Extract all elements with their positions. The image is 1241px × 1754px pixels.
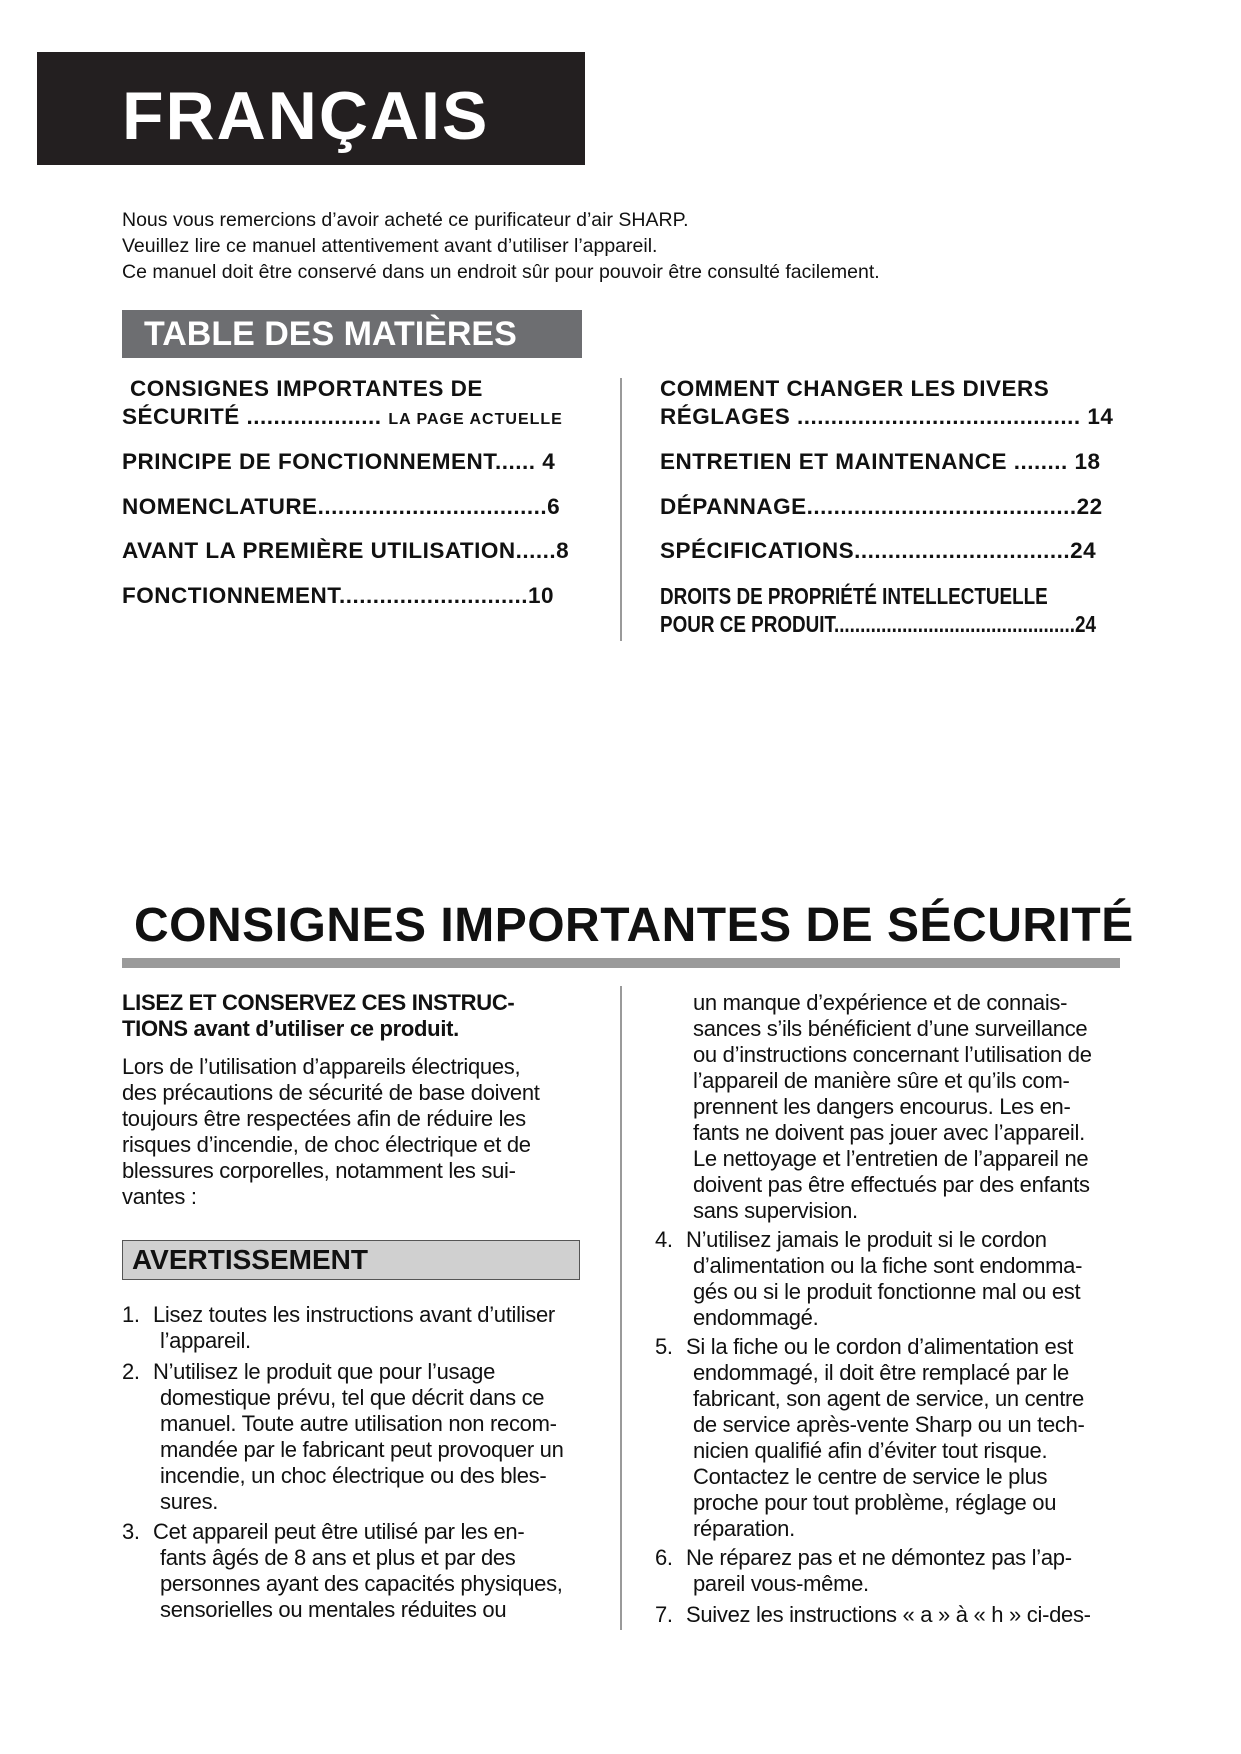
item-line: endommagé. bbox=[693, 1305, 819, 1330]
item-line: Ne réparez pas et ne démontez pas l’ap- bbox=[686, 1545, 1072, 1570]
toc-entry-settings-line2[interactable]: RÉGLAGES .......................................... 14 bbox=[660, 404, 1114, 429]
toc-entry-specifications[interactable]: SPÉCIFICATIONS................................24 bbox=[660, 538, 1097, 563]
toc-entry-first-use[interactable]: AVANT LA PREMIÈRE UTILISATION......8 bbox=[122, 538, 570, 563]
item-line: de service après-vente Sharp ou un tech- bbox=[693, 1412, 1085, 1437]
item-number: 6. bbox=[655, 1545, 673, 1570]
read-keep-line: TIONS avant d’utiliser ce produit. bbox=[122, 1016, 459, 1041]
item-line: sances s’ils bénéficient d’une surveillance bbox=[693, 1016, 1088, 1041]
item-line: Contactez le centre de service le plus bbox=[693, 1464, 1048, 1489]
item-line: d’alimentation ou la fiche sont endomma- bbox=[693, 1253, 1083, 1278]
item-line: Le nettoyage et l’entretien de l’appareil ne bbox=[693, 1146, 1089, 1171]
item-number: 4. bbox=[655, 1227, 673, 1252]
item-line: N’utilisez jamais le produit si le cordon bbox=[686, 1227, 1047, 1252]
item-line: réparation. bbox=[693, 1516, 795, 1541]
item-line: fabricant, son agent de service, un centre bbox=[693, 1386, 1084, 1411]
intro-line: Veuillez lire ce manuel attentivement avant d’utiliser l’appareil. bbox=[122, 235, 658, 257]
language-title: FRANÇAIS bbox=[122, 78, 490, 154]
column-divider bbox=[620, 986, 622, 1630]
read-keep-line: LISEZ ET CONSERVEZ CES INSTRUC- bbox=[122, 990, 515, 1015]
item-line: Cet appareil peut être utilisé par les en- bbox=[153, 1519, 525, 1544]
item-line: l’appareil de manière sûre et qu’ils com- bbox=[693, 1068, 1070, 1093]
safety-rule bbox=[122, 958, 1120, 968]
item-line: Si la fiche ou le cordon d’alimentation est bbox=[686, 1334, 1073, 1359]
toc-page-ref: LA PAGE ACTUELLE bbox=[388, 411, 563, 428]
item-line: Suivez les instructions « a » à « h » ci-des- bbox=[686, 1602, 1091, 1627]
safety-title: CONSIGNES IMPORTANTES DE SÉCURITÉ bbox=[134, 899, 1134, 952]
toc-entry-ip-rights[interactable]: DROITS DE PROPRIÉTÉ INTELLECTUELLE bbox=[660, 583, 1048, 609]
item-line: sensorielles ou mentales réduites ou bbox=[160, 1597, 507, 1622]
item-number: 1. bbox=[122, 1302, 140, 1327]
toc-entry-troubleshooting[interactable]: DÉPANNAGE........................................22 bbox=[660, 494, 1103, 519]
item-line: Lisez toutes les instructions avant d’utiliser bbox=[153, 1302, 555, 1327]
item-number: 3. bbox=[122, 1519, 140, 1544]
toc-entry-safety[interactable]: CONSIGNES IMPORTANTES DE bbox=[130, 376, 483, 401]
item-line: personnes ayant des capacités physiques, bbox=[160, 1571, 563, 1596]
toc-entry-safety-line2[interactable] bbox=[122, 403, 563, 434]
intro-paragraph-line: Lors de l’utilisation d’appareils électriques, bbox=[122, 1054, 521, 1079]
item-line: nicien qualifié afin d’éviter tout risque. bbox=[693, 1438, 1048, 1463]
item-line: prennent les dangers encourus. Les en- bbox=[693, 1094, 1071, 1119]
item-line: proche pour tout problème, réglage ou bbox=[693, 1490, 1057, 1515]
item-line: domestique prévu, tel que décrit dans ce bbox=[160, 1385, 545, 1410]
item-line: gés ou si le produit fonctionne mal ou est bbox=[693, 1279, 1081, 1304]
item-line: incendie, un choc électrique ou des bles- bbox=[160, 1463, 547, 1488]
item-number: 2. bbox=[122, 1359, 140, 1384]
toc-divider bbox=[620, 378, 622, 641]
intro-line: Nous vous remercions d’avoir acheté ce purificateur d’air SHARP. bbox=[122, 209, 689, 231]
intro-paragraph-line: blessures corporelles, notamment les sui- bbox=[122, 1158, 516, 1183]
toc-entry-ip-rights-line2[interactable]: POUR CE PRODUIT..............................................24 bbox=[660, 611, 1096, 637]
item-number: 7. bbox=[655, 1602, 673, 1627]
item-line: fants ne doivent pas jouer avec l’appareil. bbox=[693, 1120, 1085, 1145]
toc-entry-nomenclature[interactable]: NOMENCLATURE..................................6 bbox=[122, 494, 561, 519]
intro-line: Ce manuel doit être conservé dans un endroit sûr pour pouvoir être consulté facilement. bbox=[122, 261, 880, 283]
item-line: N’utilisez le produit que pour l’usage bbox=[153, 1359, 496, 1384]
item-line: fants âgés de 8 ans et plus et par des bbox=[160, 1545, 516, 1570]
item-line: pareil vous-même. bbox=[693, 1571, 869, 1596]
toc-entry-principle[interactable]: PRINCIPE DE FONCTIONNEMENT...... 4 bbox=[122, 449, 556, 474]
toc-entry-settings[interactable]: COMMENT CHANGER LES DIVERS bbox=[660, 376, 1050, 401]
item-line: manuel. Toute autre utilisation non recom- bbox=[160, 1411, 557, 1436]
item-line: l’appareil. bbox=[160, 1328, 251, 1353]
warning-title: AVERTISSEMENT bbox=[132, 1244, 368, 1275]
toc-title: TABLE DES MATIÈRES bbox=[144, 315, 517, 353]
item-line: sures. bbox=[160, 1489, 219, 1514]
intro-paragraph-line: toujours être respectées afin de réduire les bbox=[122, 1106, 526, 1131]
item-line: un manque d’expérience et de connais- bbox=[693, 990, 1068, 1015]
intro-paragraph-line: risques d’incendie, de choc électrique et de bbox=[122, 1132, 531, 1157]
intro-paragraph-line: des précautions de sécurité de base doivent bbox=[122, 1080, 540, 1105]
item-line: ou d’instructions concernant l’utilisation de bbox=[693, 1042, 1092, 1067]
item-line: doivent pas être effectués par des enfants bbox=[693, 1172, 1090, 1197]
toc-entry-operation[interactable]: FONCTIONNEMENT............................10 bbox=[122, 583, 555, 608]
item-line: sans supervision. bbox=[693, 1198, 858, 1223]
toc-entry-maintenance[interactable]: ENTRETIEN ET MAINTENANCE ........ 18 bbox=[660, 449, 1101, 474]
item-number: 5. bbox=[655, 1334, 673, 1359]
intro-paragraph-line: vantes : bbox=[122, 1184, 197, 1209]
toc-entry-label: SÉCURITÉ .................... bbox=[122, 404, 382, 429]
item-line: endommagé, il doit être remplacé par le bbox=[693, 1360, 1069, 1385]
item-line: mandée par le fabricant peut provoquer un bbox=[160, 1437, 564, 1462]
intro-text bbox=[122, 207, 880, 285]
